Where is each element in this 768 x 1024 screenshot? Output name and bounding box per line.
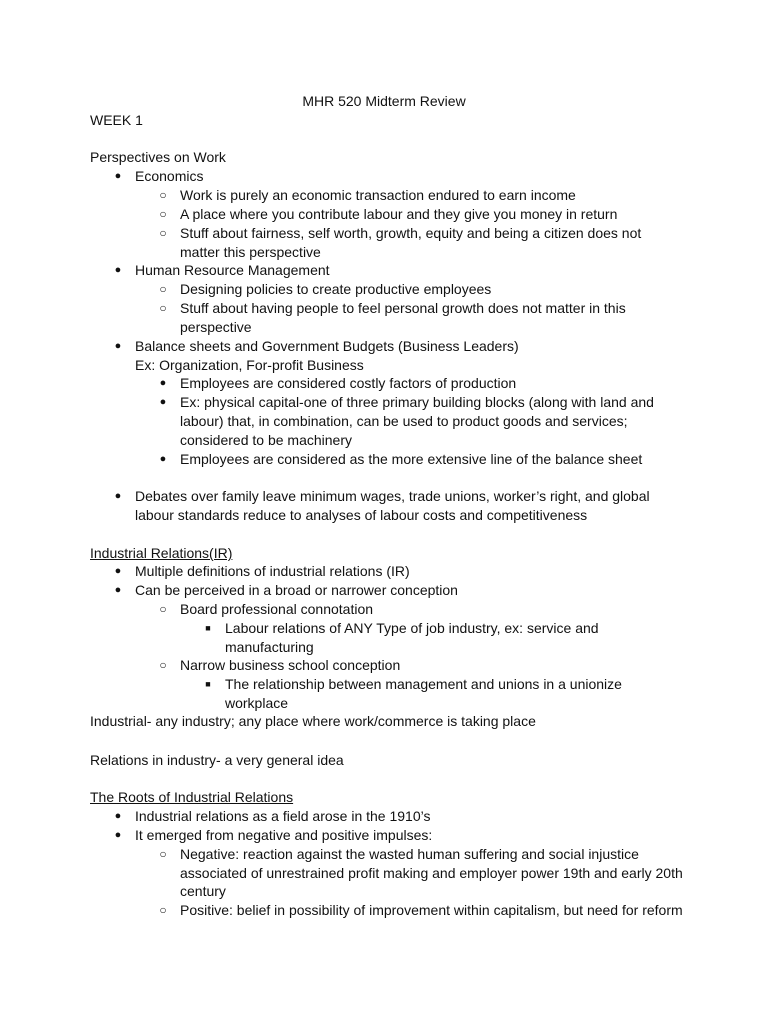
bullet-disc: ●: [114, 829, 122, 841]
bullet-circle: ○: [159, 207, 167, 221]
list-item-continuation: labour) that, in combination, can be used to product goods and services;: [180, 413, 628, 429]
bullet-disc: ●: [114, 810, 122, 822]
list-item-continuation: manufacturing: [225, 639, 314, 655]
list-item: Multiple definitions of industrial relations (IR): [135, 563, 410, 579]
list-item-continuation: associated of unrestrained profit making and employer power 19th and early 20th: [180, 865, 683, 881]
list-item: Can be perceived in a broad or narrower conception: [135, 582, 458, 598]
bullet-disc: ●: [114, 340, 122, 352]
list-item-hrm: Human Resource Management: [135, 262, 330, 278]
list-item: It emerged from negative and positive impulses:: [135, 827, 433, 843]
paragraph-industrial-definition: Industrial- any industry; any place where work/commerce is taking place: [90, 713, 536, 729]
list-item-continuation: century: [180, 883, 226, 899]
list-item: Employees are considered costly factors of production: [180, 375, 517, 391]
list-item-continuation: labour standards reduce to analyses of labour costs and competitiveness: [135, 507, 588, 523]
bullet-circle: ○: [159, 282, 167, 296]
list-item: Stuff about having people to feel personal growth does not matter in this: [180, 300, 626, 316]
list-item-debates: Debates over family leave minimum wages, trade unions, worker’s right, and global: [135, 488, 650, 504]
list-item: A place where you contribute labour and they give you money in return: [180, 206, 618, 222]
bullet-disc: ●: [114, 490, 122, 502]
list-item: Employees are considered as the more extensive line of the balance sheet: [180, 451, 643, 467]
list-item-continuation: considered to be machinery: [180, 432, 352, 448]
list-item: Ex: physical capital-one of three primary building blocks (along with land and: [180, 394, 654, 410]
bullet-disc: ●: [159, 453, 167, 465]
bullet-disc: ●: [114, 565, 122, 577]
section-heading-perspectives: Perspectives on Work: [90, 149, 226, 165]
bullet-circle: ○: [159, 226, 167, 240]
bullet-circle: ○: [159, 188, 167, 202]
page-title: MHR 520 Midterm Review: [302, 93, 466, 109]
bullet-disc: ●: [159, 396, 167, 408]
list-item: Labour relations of ANY Type of job industry, ex: service and: [225, 620, 599, 636]
example-text: Ex: Organization, For-profit Business: [135, 357, 364, 373]
list-item: Designing policies to create productive employees: [180, 281, 492, 297]
bullet-circle: ○: [159, 847, 167, 861]
list-item-balance-sheets: Balance sheets and Government Budgets (Business Leaders): [135, 338, 519, 354]
bullet-square: ■: [205, 623, 211, 633]
bullet-circle: ○: [159, 658, 167, 672]
list-item: Stuff about fairness, self worth, growth, equity and being a citizen does not: [180, 225, 642, 241]
list-item-continuation: perspective: [180, 319, 252, 335]
bullet-circle: ○: [159, 301, 167, 315]
section-heading-industrial-relations: Industrial Relations(IR): [90, 545, 233, 561]
section-heading-roots: The Roots of Industrial Relations: [90, 789, 294, 805]
list-item-economics: Economics: [135, 168, 204, 184]
bullet-circle: ○: [159, 602, 167, 616]
list-item-narrow: Narrow business school conception: [180, 657, 401, 673]
list-item-continuation: workplace: [225, 695, 289, 711]
bullet-disc: ●: [159, 377, 167, 389]
list-item-continuation: matter this perspective: [180, 244, 321, 260]
bullet-circle: ○: [159, 903, 167, 917]
list-item-broad: Board professional connotation: [180, 601, 374, 617]
list-item-negative: Negative: reaction against the wasted human suffering and social injustice: [180, 846, 639, 862]
bullet-disc: ●: [114, 264, 122, 276]
bullet-disc: ●: [114, 584, 122, 596]
list-item: Industrial relations as a field arose in the 1910’s: [135, 808, 431, 824]
list-item-positive: Positive: belief in possibility of improvement within capitalism, but need for reform: [180, 902, 683, 918]
paragraph-relations-definition: Relations in industry- a very general idea: [90, 752, 344, 768]
list-item: The relationship between management and unions in a unionize: [225, 676, 622, 692]
bullet-square: ■: [205, 679, 211, 689]
week-heading: WEEK 1: [90, 112, 143, 128]
bullet-disc: ●: [114, 170, 122, 182]
list-item: Work is purely an economic transaction endured to earn income: [180, 187, 576, 203]
